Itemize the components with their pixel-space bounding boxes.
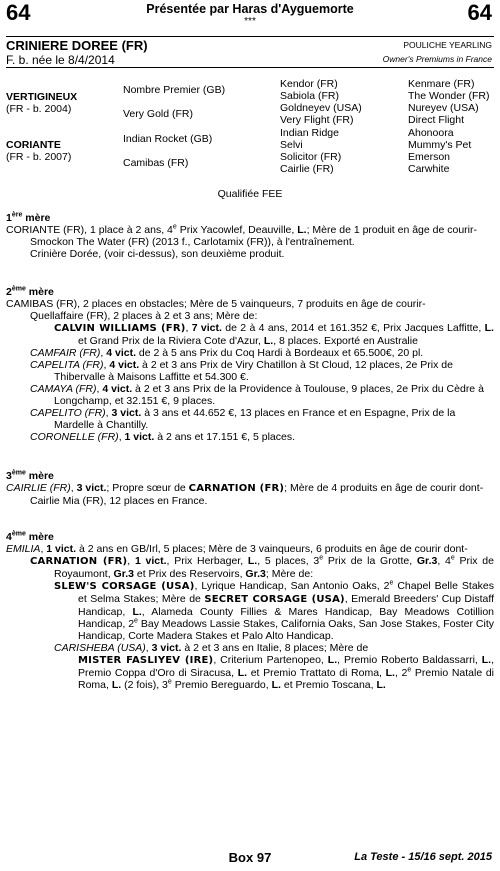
pedigree-gen3: Selvi bbox=[280, 139, 303, 151]
fourth-dam-text: EMILIA, 1 vict. à 2 ans en GB/Irl, 5 places; Mère de 3 vainqueurs, 6 produits en âge de courir dont- bbox=[6, 543, 468, 555]
third-dam-text: CAIRLIE (FR), 3 vict.; Propre sœur de CARNATION (FR); Mère de 4 produits en âge de courir dont- bbox=[6, 482, 484, 494]
box-number: Box 97 bbox=[228, 850, 272, 865]
second-dam-section bbox=[6, 286, 494, 443]
pedigree-gen3: Solicitor (FR) bbox=[280, 151, 342, 163]
produce-line: CORONELLE (FR), 1 vict. à 2 ans et 17.151 €, 5 places. bbox=[30, 431, 295, 443]
section-heading: 1ère mère bbox=[6, 211, 51, 224]
sire-name: VERTIGINEUX bbox=[6, 91, 78, 103]
produce-line: CAMAYA (FR), 4 vict. à 2 et 3 ans Prix de la Providence à Toulouse, 9 places, 2e Prix du Cèdre à Longchamp, et 32.151 €, 9 places. bbox=[30, 383, 484, 407]
pedigree-gen2: Indian Rocket (GB) bbox=[123, 133, 213, 145]
premiums-note: Owner's Premiums in France bbox=[382, 54, 492, 64]
category: POULICHE YEARLING bbox=[403, 40, 492, 50]
pedigree-gen2: Nombre Premier (GB) bbox=[123, 84, 226, 96]
pedigree-gen3: Kendor (FR) bbox=[280, 78, 338, 90]
qualification: Qualifiée FEE bbox=[217, 188, 283, 200]
pedigree-gen3: Very Flight (FR) bbox=[280, 114, 354, 126]
pedigree-gen3: Indian Ridge bbox=[280, 127, 339, 139]
fourth-dam-section bbox=[6, 531, 494, 691]
pedigree-gen4: Direct Flight bbox=[408, 114, 465, 126]
stars: *** bbox=[244, 16, 256, 27]
pedigree-gen3: Cairlie (FR) bbox=[280, 163, 334, 175]
sale-info: La Teste - 15/16 sept. 2015 bbox=[354, 851, 492, 863]
produce-line: Crinière Dorée, (voir ci-dessus), son deuxième produit. bbox=[30, 248, 285, 260]
section-heading: 3ème mère bbox=[6, 469, 54, 482]
dam-name: CORIANTE bbox=[6, 139, 61, 151]
produce-line: Smockon The Water (FR) (2013 f., Carlotamix (FR)), à l'entraînement. bbox=[30, 236, 355, 248]
pedigree-gen4: Nureyev (USA) bbox=[408, 102, 479, 114]
produce-line: CARISHEBA (USA), 3 vict. à 2 et 3 ans en Italie, 8 places; Mère de bbox=[54, 642, 369, 654]
second-dam-text: CAMIBAS (FR), 2 places en obstacles; Mère de 5 vainqueurs, 7 produits en âge de courir- bbox=[6, 298, 426, 310]
pedigree-gen4: Mummy's Pet bbox=[408, 139, 472, 151]
produce-line: CARNATION (FR), 1 vict., Prix Herbager, L., 5 places, 3e Prix de la Grotte, Gr.3, 4e Prix de Royaumont, Gr.3 et Prix des Reservoirs, Gr.3; Mère de: bbox=[30, 554, 494, 580]
produce-line: MISTER FASLIYEV (IRE), Criterium Partenopeo, L., Premio Roberto Baldassarri, L., Premio Coppa d'Oro di Siracusa, L. et Premio Trattato di Roma, L., 2e Premio Natale di Roma, L. (2 fois), 3e Premio Bereguardo, L. et Premio Toscana, L. bbox=[78, 654, 495, 691]
produce-line: CAMFAIR (FR), 4 vict. de 2 à 5 ans Prix du Coq Hardi à Bordeaux et 65.500€, 20 pl. bbox=[30, 347, 424, 359]
pedigree-gen2: Very Gold (FR) bbox=[123, 108, 194, 120]
pedigree-gen4: The Wonder (FR) bbox=[408, 90, 490, 102]
produce-line: Cairlie Mia (FR), 12 places en France. bbox=[30, 495, 208, 507]
pedigree-gen3: Goldneyev (USA) bbox=[280, 102, 362, 114]
dam-detail: (FR - b. 2007) bbox=[6, 151, 72, 163]
pedigree-gen2: Camibas (FR) bbox=[123, 157, 189, 169]
pedigree-gen4: Kenmare (FR) bbox=[408, 78, 475, 90]
horse-name: CRINIERE DOREE (FR) bbox=[6, 38, 148, 53]
first-dam-section bbox=[6, 212, 494, 260]
section-heading: 4ème mère bbox=[6, 530, 54, 543]
produce-line: CAPELITA (FR), 4 vict. à 2 et 3 ans Prix de Viry Chatillon à St Cloud, 12 places, 2e Prix de Thibervalle à Maisons Laffitte et 54.300 €. bbox=[30, 359, 453, 383]
header-rule bbox=[6, 36, 494, 37]
produce-line: Quellaffaire (FR), 2 places à 2 et 3 ans; Mère de: bbox=[30, 310, 258, 322]
produce-line: SLEW'S CORSAGE (USA), Lyrique Handicap, San Antonio Oaks, 2e Chapel Belle Stakes et Selma Stakes; Mère de SECRET CORSAGE (USA), Emerald Breeders' Cup Distaff Handicap, L., Alameda County Fillies & Mares Handicap, Bay Meadows Cotillion Handicap, 2e Bay Meadows Lassie Stakes, California Oaks, San Jose Stakes, Foster City Handicap, Corte Madera Stakes et Palo Alto Handicap. bbox=[54, 579, 494, 642]
first-dam-text: CORIANTE (FR), 1 place à 2 ans, 4e Prix Yacowlef, Deauville, L.; Mère de 1 produit en âge de courir- bbox=[6, 223, 477, 236]
consignor-title: Présentée par Haras d'Ayguemorte bbox=[146, 2, 354, 16]
pedigree-gen4: Ahonoora bbox=[408, 127, 454, 139]
pedigree-gen4: Emerson bbox=[408, 151, 451, 163]
produce-line: CAPELITO (FR), 3 vict. à 3 ans et 44.652 €, 13 places en France et en Espagne, Prix de la Mardelle à Chantilly. bbox=[30, 407, 456, 431]
lot-number-right: 64 bbox=[467, 0, 492, 25]
lot-number-left: 64 bbox=[6, 0, 31, 25]
produce-line: CALVIN WILLIAMS (FR), 7 vict. de 2 à 4 ans, 2014 et 161.352 €, Prix Jacques Laffitte, L. et Grand Prix de la Riviera Cote d'Azur, L., 8 places. Exporté en Australie bbox=[54, 322, 494, 347]
horse-description: F. b. née le 8/4/2014 bbox=[6, 53, 115, 67]
name-rule bbox=[6, 67, 494, 68]
third-dam-section bbox=[6, 470, 494, 507]
section-heading: 2ème mère bbox=[6, 285, 54, 298]
pedigree-gen3: Sabiola (FR) bbox=[280, 90, 339, 102]
pedigree-gen4: Carwhite bbox=[408, 163, 450, 175]
sire-detail: (FR - b. 2004) bbox=[6, 103, 72, 115]
